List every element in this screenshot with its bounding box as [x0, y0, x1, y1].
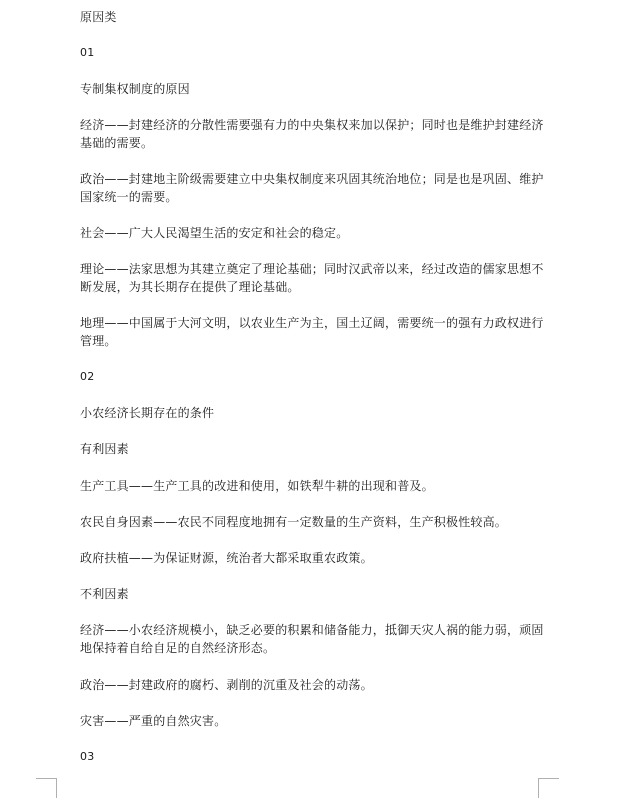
page-corner-mark-right [538, 778, 559, 798]
paragraph-theory: 理论——法家思想为其建立奠定了理论基础；同时汉武帝以来，经过改造的儒家思想不断发展，为其长期存在提供了理论基础。 [80, 262, 544, 294]
section-number: 02 [80, 370, 95, 383]
paragraph-farmers: 农民自身因素——农民不同程度地拥有一定数量的生产资料，生产积极性较高。 [80, 515, 508, 529]
paragraph-politics-unfavorable: 政治——封建政府的腐朽、剥削的沉重及社会的动荡。 [80, 678, 373, 692]
paragraph-tools: 生产工具——生产工具的改进和使用，如铁犁牛耕的出现和普及。 [80, 479, 434, 493]
paragraph-government: 政府扶植——为保证财源，统治者大都采取重农政策。 [80, 551, 373, 565]
paragraph-geography: 地理——中国属于大河文明，以农业生产为主，国土辽阔，需要统一的强有力政权进行管理。 [80, 316, 544, 348]
paragraph-society: 社会——广大人民渴望生活的安定和社会的稳定。 [80, 226, 349, 240]
paragraph-economy: 经济——封建经济的分散性需要强有力的中央集权来加以保护；同时也是维护封建经济基础的需要。 [80, 118, 544, 150]
section-number: 01 [80, 46, 95, 59]
subsection-title: 专制集权制度的原因 [80, 82, 190, 96]
section-heading: 原因类 [80, 10, 117, 24]
paragraph-economy-unfavorable: 经济——小农经济规模小，缺乏必要的积累和储备能力，抵御天灾人祸的能力弱，顽固地保持着自给自足的自然经济形态。 [80, 623, 544, 655]
favorable-factors-heading: 有利因素 [80, 442, 129, 456]
page-corner-mark-left [36, 778, 57, 798]
subsection-title: 小农经济长期存在的条件 [80, 406, 215, 420]
paragraph-disaster: 灾害——严重的自然灾害。 [80, 714, 227, 728]
unfavorable-factors-heading: 不利因素 [80, 587, 129, 601]
section-number: 03 [80, 750, 95, 763]
paragraph-politics: 政治——封建地主阶级需要建立中央集权制度来巩固其统治地位；同是也是巩固、维护国家统一的需要。 [80, 172, 544, 204]
